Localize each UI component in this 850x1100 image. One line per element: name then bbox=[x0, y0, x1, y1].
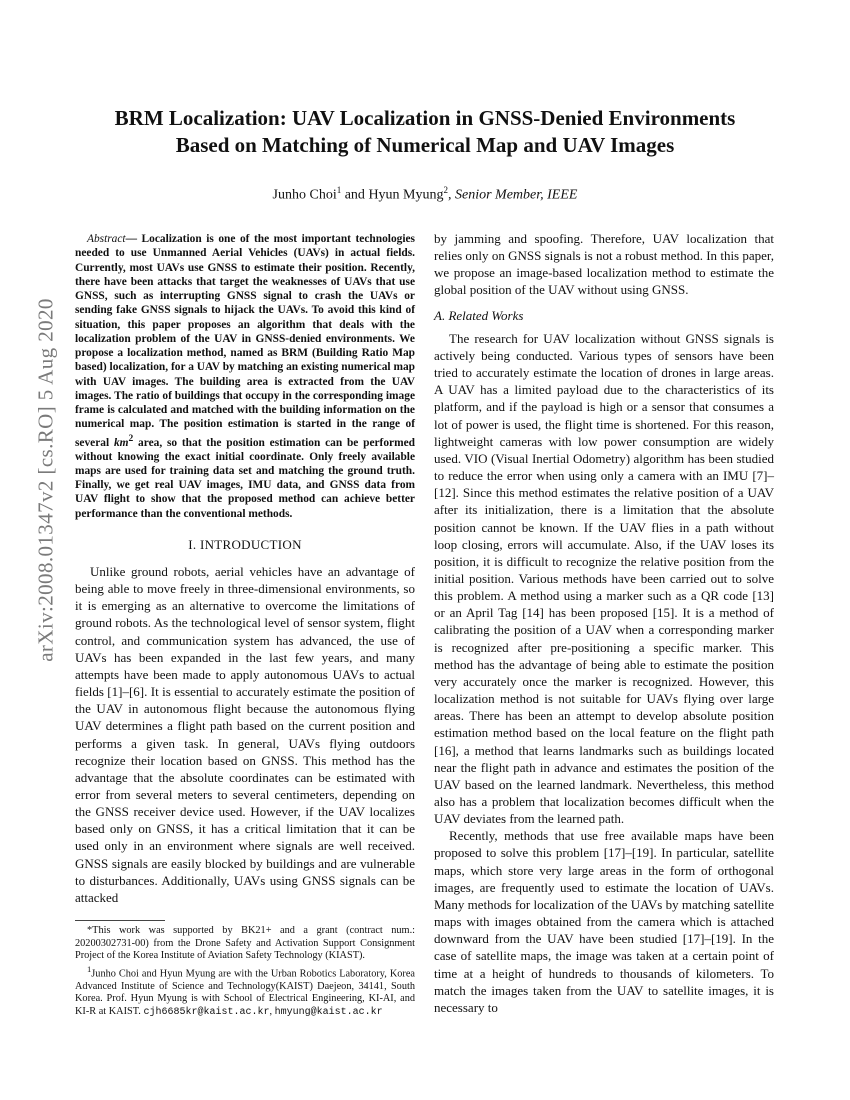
footnotes bbox=[75, 925, 415, 1020]
arxiv-identifier: arXiv:2008.01347v2 [cs.RO] 5 Aug 2020 bbox=[33, 298, 58, 662]
email-myung[interactable]: hmyung@kaist.ac.kr bbox=[274, 1006, 383, 1018]
title-line-2: Based on Matching of Numerical Map and UAV Images bbox=[175, 133, 675, 157]
footnote-affiliation-text: Junho Choi and Hyun Myung are with the Urban Robotics Laboratory, Korea Advanced Institute of Science and Technology(KAIST) Daejeon, 34141, South Korea. Prof. Hyun Myung is with School of Electrical Engineering, KI-AI, and KI-R at KAIST. bbox=[75, 968, 415, 1017]
arxiv-side-stamp bbox=[33, 290, 58, 670]
author-2-affiliation: 2 bbox=[443, 185, 448, 195]
author-1: Junho Choi bbox=[272, 187, 337, 203]
right-column bbox=[434, 230, 774, 1016]
abstract-unit-exponent: 2 bbox=[128, 433, 134, 444]
footnote-rule bbox=[75, 920, 165, 921]
related-works-paragraph-1: The research for UAV localization without GNSS signals is actively being conducted. Various types of sensors have been tried to accurately estimate the location of drones in large areas. A UAV has a limited payload due to the characteristics of its platform, and if the payload is high or a sensor that consumes a lot of power is used, the flight time is shortened. For this reason, lightweight cameras with low power consumption are widely used. VIO (Visual Inertial Odometry) algorithm has been studied to reduce the error when using only a camera with an IMU [7]–[12]. Since this method estimates the relative position of a UAV after its initialization, there is a limitation that the absolute position cannot be known. If the UAV flies in a path without loop closing, errors will accumulate. Also, if the UAV loses its position, it is difficult to recognize the relative position from the initial position. Various methods have been carried out to solve this problem. A method using a marker such as a QR code [13] or an April Tag [14] has been proposed [15]. It is a method of calibrating the position of a UAV when a corresponding marker is recognized after pre-positioning a specific marker. This method has the advantage of being able to estimate the position very accurately once the marker is recognized. However, this localization method is not suitable for UAVs flying over large areas. There has been an attempt to develop absolute position estimation method based on the local feature on the flight path [16], a method that learns landmarks such as buildings located near the flight path in advance and estimates the position of the UAV based on the learned landmark. Nevertheless, this method also has a problem that localization becomes difficult when the UAV deviates from the learned path. bbox=[434, 330, 774, 827]
email-separator: , bbox=[269, 1005, 275, 1017]
abstract-label: Abstract bbox=[87, 233, 126, 245]
footnote-affil-mark-1: 1 bbox=[87, 963, 92, 974]
abstract-dash: — bbox=[125, 233, 142, 245]
paper-title bbox=[75, 105, 775, 159]
title-line-1: BRM Localization: UAV Localization in GNSS-Denied Environments bbox=[114, 106, 736, 130]
author-2-role: Senior Member, IEEE bbox=[455, 187, 578, 203]
abstract-unit-km: km bbox=[113, 436, 129, 449]
author-conjunction: and bbox=[341, 187, 369, 203]
abstract-text-part1: Localization is one of the most important technologies needed to use Unmanned Aerial Vehicles (UAVs) in actual fields. Currently, most UAVs use GNSS to estimate their position. Recently, there have been attacks that target the weaknesses of UAVs that use GNSS, such as interrupting GNSS signal to crash the UAVs or sending fake GNSS signals to hijack the UAVs. To avoid this kind of situation, this paper proposes an algorithm that deals with the localization problem of the UAV in GNSS-denied environments. We propose a localization method, named as BRM (Building Ratio Map based) localization, for a UAV by matching an existing numerical map with UAV images. The building area is extracted from the UAV images. The ratio of buildings that occupy in the corresponding image frame is calculated and matched with the building information on the numerical map. The position estimation is started in the range of several bbox=[75, 233, 415, 449]
author-separator: , bbox=[448, 187, 455, 203]
author-1-affiliation: 1 bbox=[336, 185, 342, 195]
left-column bbox=[75, 232, 415, 906]
subsection-heading-related-works: A. Related Works bbox=[434, 307, 524, 323]
footnote-affiliation bbox=[75, 963, 415, 1020]
footnote-funding: *This work was supported by BK21+ and a grant (contract num.: 20200302731-00) from the Drone Safety and Activation Support Consignment Project of the Korea Institute of Aviation Safety Technology (KIAST). bbox=[75, 925, 415, 962]
intro-paragraph-1: Unlike ground robots, aerial vehicles have an advantage of being able to move freely in three-dimensional environments, so it is emerging as an alternative to overcome the limitations of ground robots. As the technological level of sensor system, flight control, and communication system has advanced, the use of UAVs has been expanded in the last few years, and many attempts have been made to apply autonomous UAVs to actual fields [1]–[6]. It is essential to accurately estimate the position of the UAV in autonomous flight because the autonomous flying UAV determines a flight path based on the current position and performs a given task. In general, UAVs flying outdoors recognize their location based on GNSS. This method has the advantage that the absolute coordinates can be estimated with error from several meters to several centimeters, depending on the GNSS receiver device used. However, if the UAV localizes based only on GNSS, it has a critical limitation that it can be used only in an environment where signals are well received. GNSS signals are easily blocked by buildings and are vulnerable to disturbances. Additionally, UAVs using GNSS signals can be attacked bbox=[75, 563, 415, 905]
email-choi[interactable]: cjh6685kr@kaist.ac.kr bbox=[143, 1006, 270, 1018]
author-2: Hyun Myung bbox=[368, 187, 444, 203]
author-list bbox=[75, 181, 775, 205]
related-works-paragraph-2: Recently, methods that use free available maps have been proposed to solve this problem [17]–[19]. In particular, satellite maps, which store very large areas in the form of orthogonal images, are frequently used to estimate the location of UAVs. Many methods for localization of the UAVs by matching satellite maps with images obtained from the camera which is attached downward from the UAV have been studied [17]–[19]. In the case of satellite maps, the image was taken at a certain point of time at a height of hundreds to thousands of kilometers. To match the images taken from the UAV to satellite images, it is necessary to bbox=[434, 828, 774, 1015]
abstract bbox=[75, 232, 415, 521]
abstract-text-part2: area, so that the position estimation can be performed without knowing the exact initial coordinate. Only freely available maps are used for training data set and matching the ground truth. Finally, we get real UAV images, IMU data, and GNSS data from UAV flight to show that the proposed method can achieve better performance than the conventional methods. bbox=[75, 436, 415, 520]
intro-paragraph-continued: by jamming and spoofing. Therefore, UAV localization that relies only on GNSS signals is not a robust method. In this paper, we propose an image-based localization method to estimate the global position of the UAV without using GNSS. bbox=[434, 231, 774, 298]
section-heading-introduction: I. INTRODUCTION bbox=[188, 536, 302, 552]
